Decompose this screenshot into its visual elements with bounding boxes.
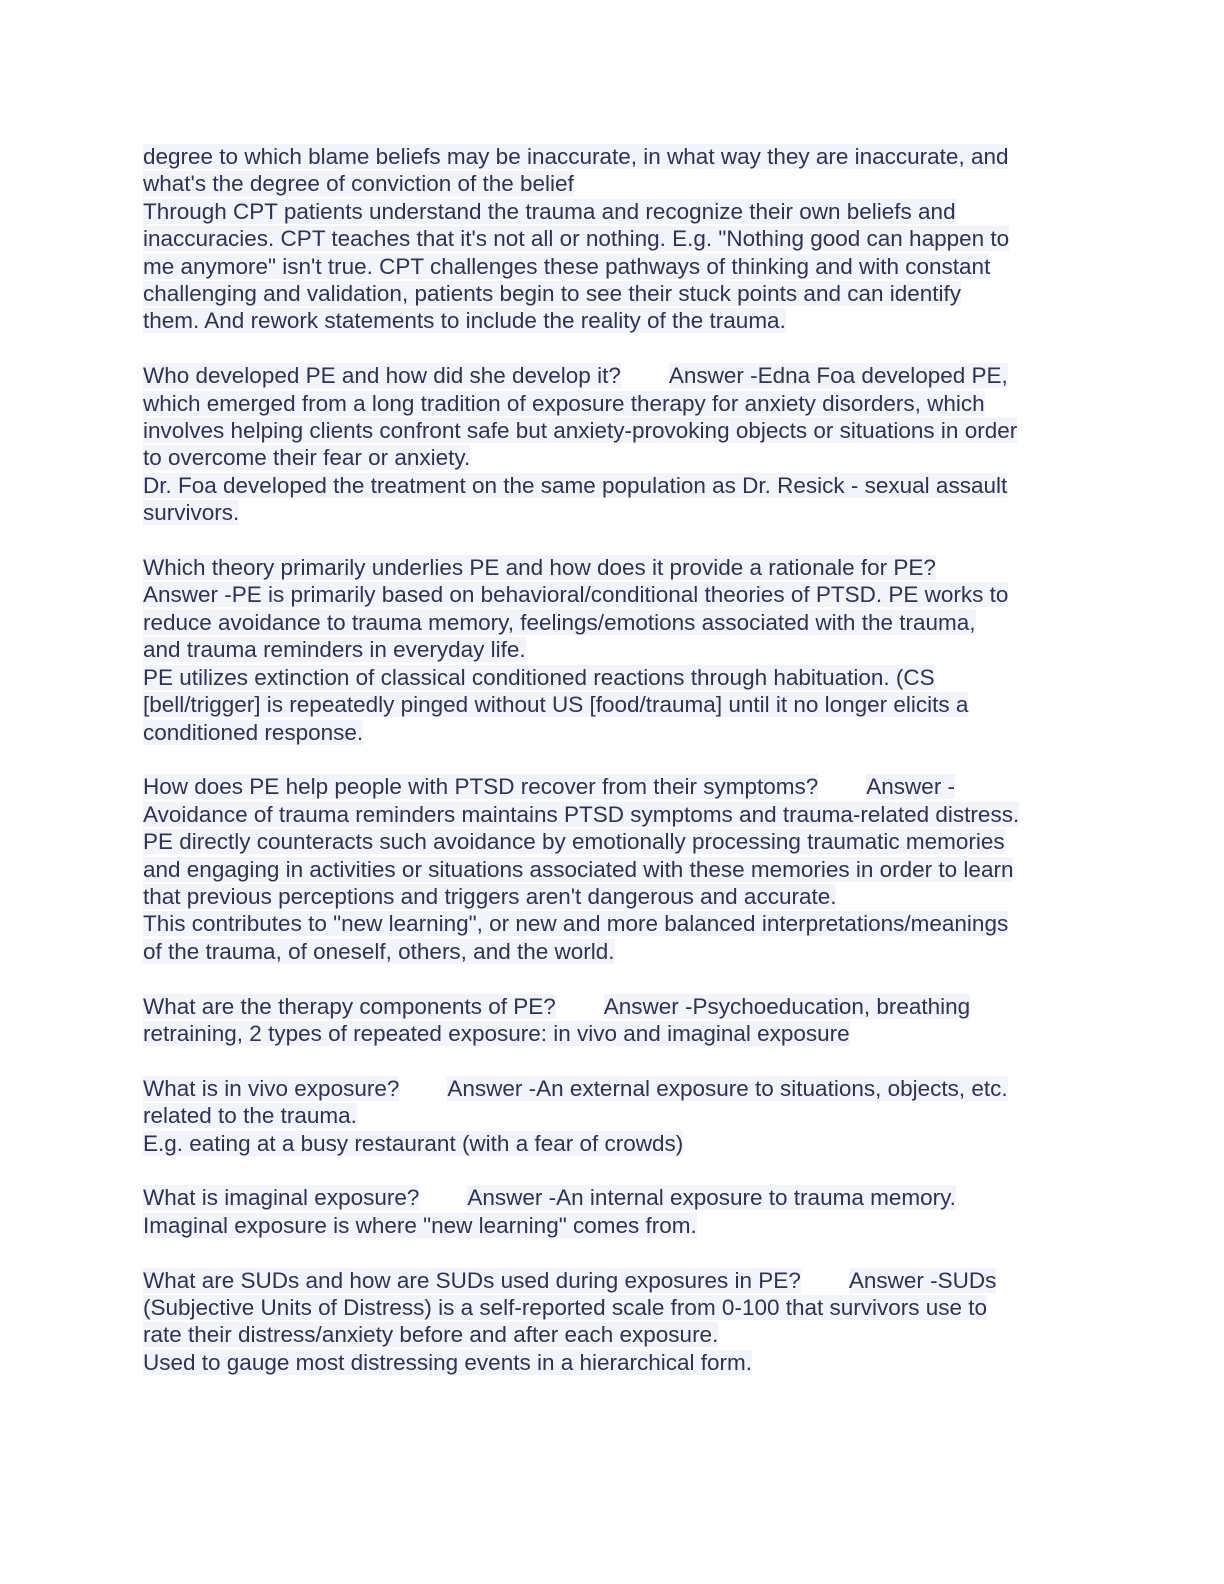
text-line: degree to which blame beliefs may be inaccurate, in what way they are inaccurate, and — [143, 144, 1009, 169]
text-line: rate their distress/anxiety before and after each exposure. — [143, 1322, 719, 1348]
answer-text: Answer -An internal exposure to trauma memory. — [467, 1185, 956, 1211]
qa-who-developed-pe — [143, 362, 1083, 526]
qa-suds — [143, 1267, 1083, 1377]
text-line: Used to gauge most distressing events in a hierarchical form. — [143, 1349, 753, 1375]
cpt-continuation-paragraph — [143, 143, 1083, 335]
answer-text: Answer -Psychoeducation, breathing — [603, 993, 971, 1019]
text-line: of the trauma, of oneself, others, and the world. — [143, 938, 615, 964]
text-line: retraining, 2 types of repeated exposure: in vivo and imaginal exposure — [143, 1020, 850, 1046]
text-line: PE utilizes extinction of classical conditioned reactions through habituation. (CS — [143, 664, 935, 690]
text-line: me anymore" isn't true. CPT challenges these pathways of thinking and with constant — [143, 253, 991, 279]
qa-imaginal-exposure — [143, 1184, 1083, 1239]
text-line: conditioned response. — [143, 719, 364, 745]
answer-text: Answer -An external exposure to situations, objects, etc. — [447, 1075, 1008, 1101]
question-line — [143, 362, 1083, 389]
question-text: How does PE help people with PTSD recover from their symptoms? — [143, 774, 819, 800]
qa-theory-underlies-pe — [143, 554, 1083, 746]
text-line: challenging and validation, patients begin to see their stuck points and can identify — [143, 281, 962, 307]
text-line: PE directly counteracts such avoidance by emotionally processing traumatic memories — [143, 829, 1005, 855]
text-line: [bell/trigger] is repeatedly pinged without US [food/trauma] until it no longer elicits a — [143, 692, 969, 718]
text-line: reduce avoidance to trauma memory, feelings/emotions associated with the trauma, — [143, 609, 976, 635]
qa-how-pe-helps — [143, 773, 1083, 965]
question-line — [143, 773, 1083, 800]
text-line: and engaging in activities or situations associated with these memories in order to learn — [143, 856, 1014, 882]
text-line: E.g. eating at a busy restaurant (with a fear of crowds) — [143, 1130, 684, 1156]
question-text: What is imaginal exposure? — [143, 1185, 420, 1211]
question-text: What is in vivo exposure? — [143, 1075, 400, 1101]
text-line: related to the trauma. — [143, 1103, 357, 1129]
document-page — [143, 143, 1083, 1376]
text-line: them. And rework statements to include the reality of the trauma. — [143, 308, 786, 334]
question-line — [143, 554, 1083, 581]
text-line: inaccuracies. CPT teaches that it's not all or nothing. E.g. "Nothing good can happen to — [143, 226, 1010, 252]
text-line: what's the degree of conviction of the belief — [143, 171, 574, 197]
question-text: Which theory primarily underlies PE and how does it provide a rationale for PE? — [143, 555, 936, 581]
text-line: Imaginal exposure is where "new learning" comes from. — [143, 1212, 697, 1238]
qa-therapy-components — [143, 993, 1083, 1048]
question-line — [143, 1075, 1083, 1102]
text-line: involves helping clients confront safe but anxiety-provoking objects or situations in order — [143, 418, 1018, 444]
question-text: What are the therapy components of PE? — [143, 993, 556, 1019]
text-line: and trauma reminders in everyday life. — [143, 637, 526, 663]
question-line — [143, 1184, 1083, 1211]
answer-text: Answer - — [866, 774, 956, 800]
qa-in-vivo-exposure — [143, 1075, 1083, 1157]
text-line: This contributes to "new learning", or new and more balanced interpretations/meanings — [143, 911, 1009, 937]
question-line — [143, 1267, 1083, 1294]
text-line: survivors. — [143, 500, 240, 526]
question-text: What are SUDs and how are SUDs used during exposures in PE? — [143, 1267, 801, 1293]
answer-text: Answer -Edna Foa developed PE, — [668, 363, 1008, 389]
text-line: that previous perceptions and triggers aren't dangerous and accurate. — [143, 883, 837, 909]
text-line: to overcome their fear or anxiety. — [143, 445, 471, 471]
text-line: Through CPT patients understand the trauma and recognize their own beliefs and — [143, 198, 956, 224]
question-line — [143, 993, 1083, 1020]
text-line: Answer -PE is primarily based on behavioral/conditional theories of PTSD. PE works to — [143, 582, 1009, 608]
text-line: Dr. Foa developed the treatment on the same population as Dr. Resick - sexual assault — [143, 472, 1008, 498]
question-text: Who developed PE and how did she develop it? — [143, 363, 621, 389]
text-line: which emerged from a long tradition of exposure therapy for anxiety disorders, which — [143, 390, 985, 416]
text-line: Avoidance of trauma reminders maintains PTSD symptoms and trauma-related distress. — [143, 801, 1020, 827]
text-line: (Subjective Units of Distress) is a self-reported scale from 0-100 that survivors use to — [143, 1294, 988, 1320]
answer-text: Answer -SUDs — [848, 1267, 997, 1293]
